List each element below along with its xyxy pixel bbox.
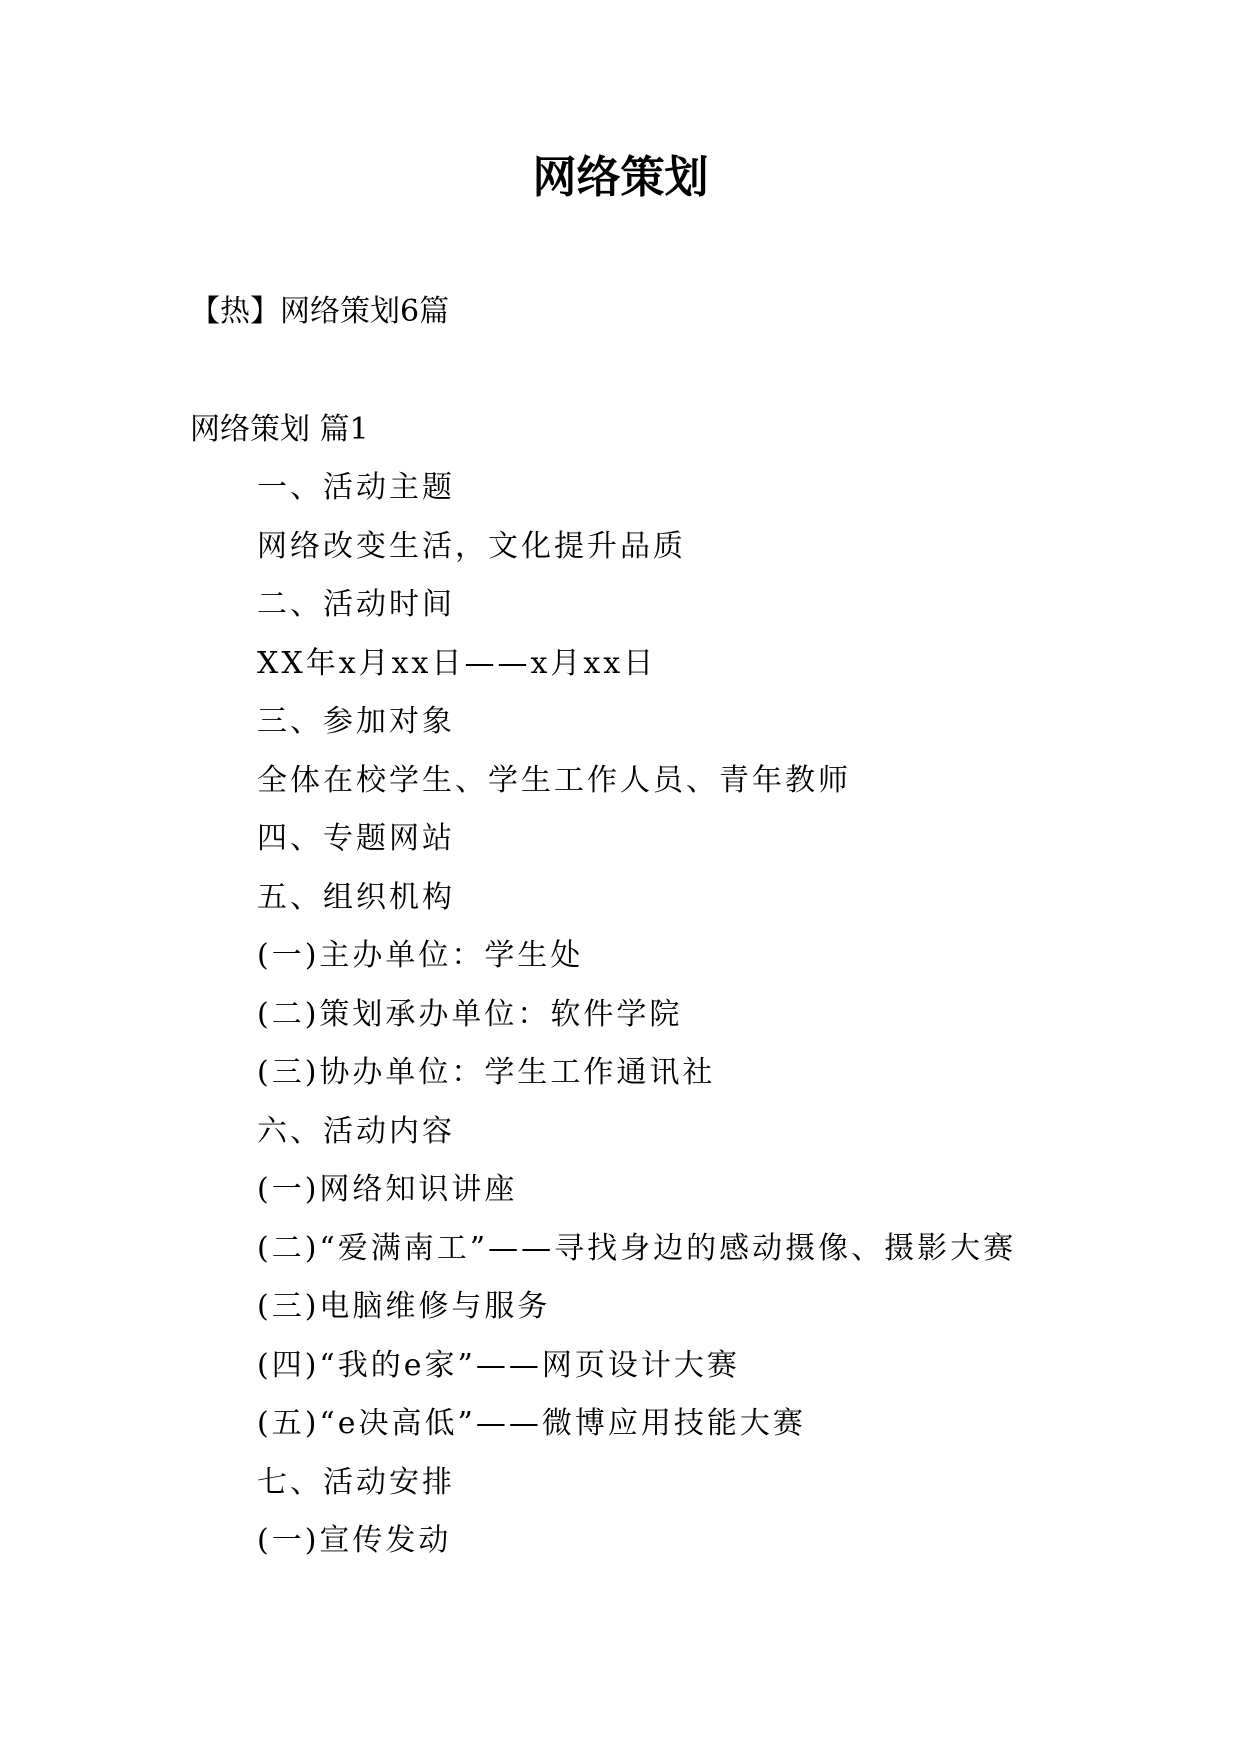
section-heading: 网络策划 篇1	[190, 412, 369, 447]
body-line: 二、活动时间	[257, 587, 455, 622]
body-line: (二)“爱满南工”——寻找身边的感动摄像、摄影大赛	[257, 1230, 1017, 1266]
body-line: (五)“e决高低”——微博应用技能大赛	[257, 1406, 806, 1441]
body-lines	[257, 468, 1016, 1580]
body-line: (二)策划承办单位：软件学院	[257, 996, 683, 1032]
body-line: XX年x月xx日——x月xx日	[257, 645, 657, 681]
body-line: 网络改变生活，文化提升品质	[257, 528, 686, 564]
body-line: (三)电脑维修与服务	[257, 1289, 551, 1324]
body-line: 三、参加对象	[257, 704, 455, 739]
body-line: (一)宣传发动	[257, 1523, 452, 1558]
body-line: 一、活动主题	[257, 470, 455, 505]
body-line: 六、活动内容	[257, 1113, 455, 1149]
document-title: 网络策划	[532, 152, 709, 203]
body-line: (一)主办单位：学生处	[257, 938, 584, 973]
body-line: 五、组织机构	[257, 879, 455, 915]
body-line: 全体在校学生、学生工作人员、青年教师	[257, 762, 851, 798]
body-line: (四)“我的e家”——网页设计大赛	[257, 1347, 740, 1383]
body-line: 七、活动安排	[257, 1464, 455, 1500]
body-line: (三)协办单位：学生工作通讯社	[257, 1055, 716, 1090]
body-line: 四、专题网站	[257, 821, 455, 856]
body-line: (一)网络知识讲座	[257, 1172, 518, 1207]
document-subtitle: 【热】网络策划6篇	[190, 294, 450, 329]
